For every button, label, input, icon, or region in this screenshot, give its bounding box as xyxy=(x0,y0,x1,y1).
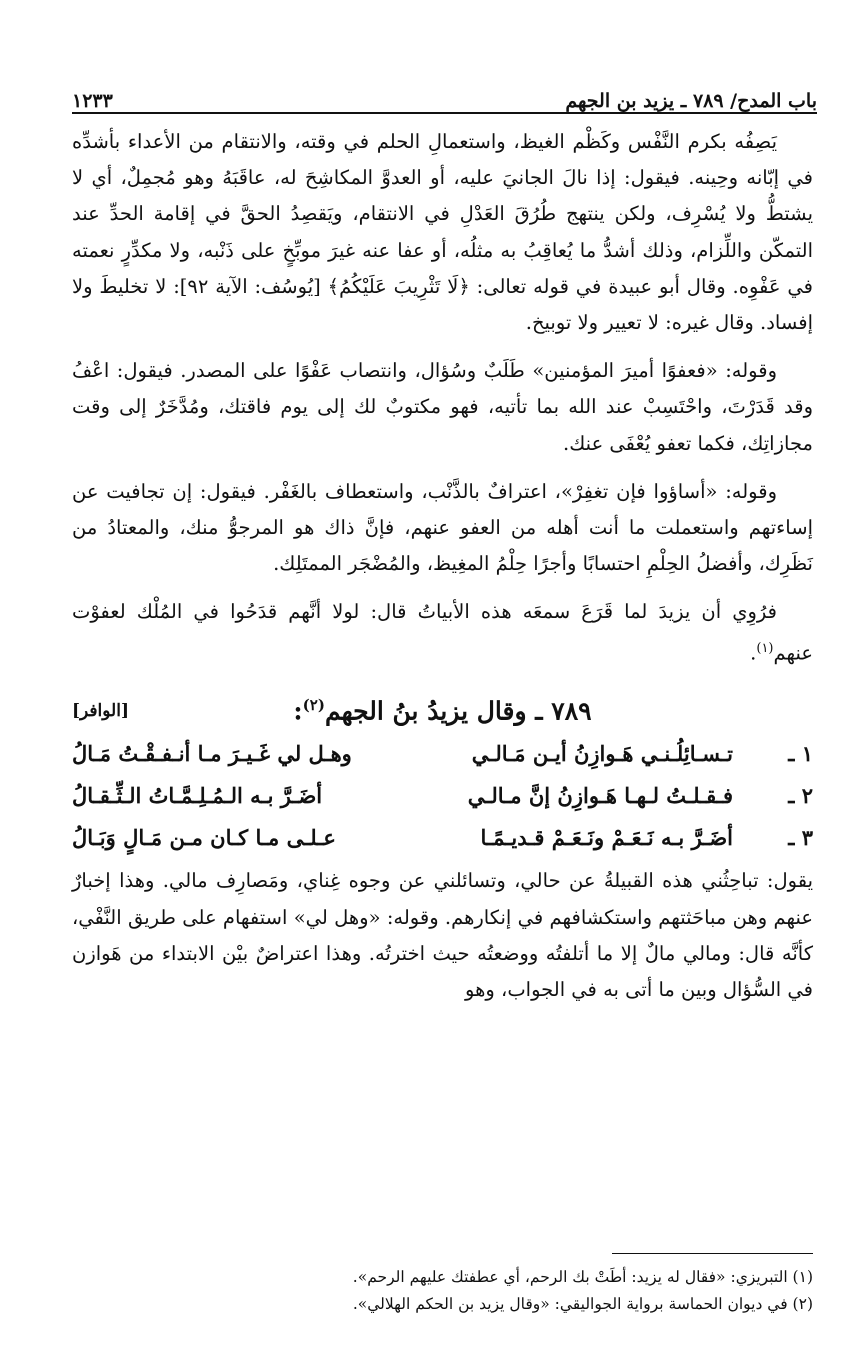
section-heading xyxy=(72,683,813,731)
verse-number: ٣ ـ xyxy=(788,825,813,851)
footnote-ref-1: (١) xyxy=(756,640,774,656)
paragraph-4-end: . xyxy=(750,641,757,665)
verse-second-hemistich: عـلـى مـا كـان مـن مَـالٍ وَبَـالُ xyxy=(72,825,336,851)
verse-number: ٢ ـ xyxy=(788,783,813,809)
paragraph-1: يَصِفُه بكرم النَّفْس وكَظْم الغيظ، واستعمالِ الحلم في وقته، والانتقام من الأعداء بأشدِّه في إبّانه وحِينه. فيقول: إذا نالَ الجانيَ عليه، أو العدوَّ المكاشِحَ له، عاقَبَهُ وهو مُجمِلٌ، أي لا يشتطُّ ولا يُسْرِف، ولكن ينتهج طُرُقَ العَدْلِ في الانتقام، ويَقصِدُ الحقَّ في إقامة الحدِّ عند التمكّن واللِّزام، وذلك أشدُّ ما يُعاقِبُ به مثلُه، أو عفا عنه غيرَ موبِّخٍ على ذَنْبه، ولا مكدِّرٍ نعمته في عَفْوِه. وقال أبو عبيدة في قوله تعالى: ﴿لَا تَثْرِيبَ عَلَيْكُمُ﴾ [يُوسُف: الآية ٩٢]: لا تخليطَ ولا إفساد. وقال غيره: لا تعيير ولا توبيخ. xyxy=(72,130,814,335)
verse-second-hemistich: أضَـرَّ بـه الـمُـلِـمَّـاتُ الـثِّـقـالُ xyxy=(72,783,323,809)
chapter-title: باب المدح/ ٧٨٩ ـ يزيد بن الجهم xyxy=(565,90,817,112)
section-title xyxy=(72,687,813,730)
paragraph-5: يقول: تباحِثُني هذه القبيلةُ عن حالي، وتسائلني عن وجوه غِناي، ومَصارِف مالي. وهذا إخبارٌ عنهم وهن مباحَثتهم واستكشافهم في إنكارهم. وقوله: «وهل لي» استفهام على طريق النَّفْي، كأنَّه قال: ومالي مالٌ إلا ما أتلفتُه ووضعتُه حيث اخترتُه. وهذا اعتراضٌ بيْن الابتداء من هَوازن في السُّؤال وبين ما أتى به في الجواب، وهو xyxy=(72,869,813,1001)
paragraph-4 xyxy=(72,594,813,671)
footnote-2: (٢) في ديوان الحماسة برواية الجواليقي: «وقال يزيد بن الحكم الهلالي». xyxy=(352,1295,813,1313)
footnote-rule xyxy=(612,1253,813,1254)
footnotes xyxy=(72,1264,813,1318)
paragraph-3: وقوله: «أساؤوا فإن تغفِرْ»، اعترافٌ بالذَّنْب، واستعطاف بالغَفْر. فيقول: إن تجافيت عن إساءتهم واستعملت ما أنت أهله من العفو عنهم، فإنَّ ذاك هو المرجوُّ منك، والمعتادُ من نَظَرِك، وأفضلُ الحِلْمِ احتسابًا وأجرًا حِلْمُ المغِيظ، والمُضْجَر الممتَلِك. xyxy=(72,479,813,576)
verse-number: ١ ـ xyxy=(788,741,813,767)
paragraph-4-text: فرُوِي أن يزيدَ لما قَرَعَ سمعَه هذه الأبياتُ قال: لولا أنَّهم قدَحُوا في المُلْك لعفوْت عنهم xyxy=(72,600,813,665)
verse-second-hemistich: وهـل لي غَـيـرَ مـا أنـفـقْـتُ مَـالُ xyxy=(72,741,352,767)
verse-first-hemistich: فـقـلـتُ لـهـا هَـوازِنُ إنَّ مـالـي xyxy=(467,783,733,809)
running-header xyxy=(72,78,817,112)
paragraph-2: وقوله: «فعفوًا أميرَ المؤمنين» طَلَبٌ وسُؤال، وانتصاب عَفْوًا على المصدر. فيقول: اعْفُ وقد قَدَرْتَ، واحْتَسِبْ عند الله بما تأتيه، فهو مكتوبٌ لك إلى يوم فاقتك، ومُدَّخَرٌ إلى وقت مجازاتِك، فكما تعفو يُعْفَى عنك. xyxy=(72,359,813,455)
footnote-1: (١) التبريزي: «فقال له يزيد: أطَتْ بك الرحم، أي عطفتك عليهم الرحم». xyxy=(352,1268,813,1286)
main-text xyxy=(72,124,813,1020)
poem xyxy=(72,733,813,859)
section-title-colon: : xyxy=(293,696,303,726)
verse-line xyxy=(72,733,813,775)
meter-label: [الوافر] xyxy=(72,701,130,722)
footnote-ref-2: (٢) xyxy=(302,696,325,715)
section-title-text: ٧٨٩ ـ وقال يزيدُ بنُ الجهم xyxy=(324,696,592,726)
page-number: ١٢٣٣ xyxy=(72,90,113,112)
verse-line xyxy=(72,817,813,859)
verse-first-hemistich: أضَـرَّ بـه نَـعَـمْ ونَـعَـمْ قـديـمًـا xyxy=(480,825,733,851)
verse-first-hemistich: تـسـائِلُـنـي هَـوازِنُ أيـن مَـالـي xyxy=(471,741,733,767)
verse-line xyxy=(72,775,813,817)
header-rule xyxy=(72,112,817,114)
